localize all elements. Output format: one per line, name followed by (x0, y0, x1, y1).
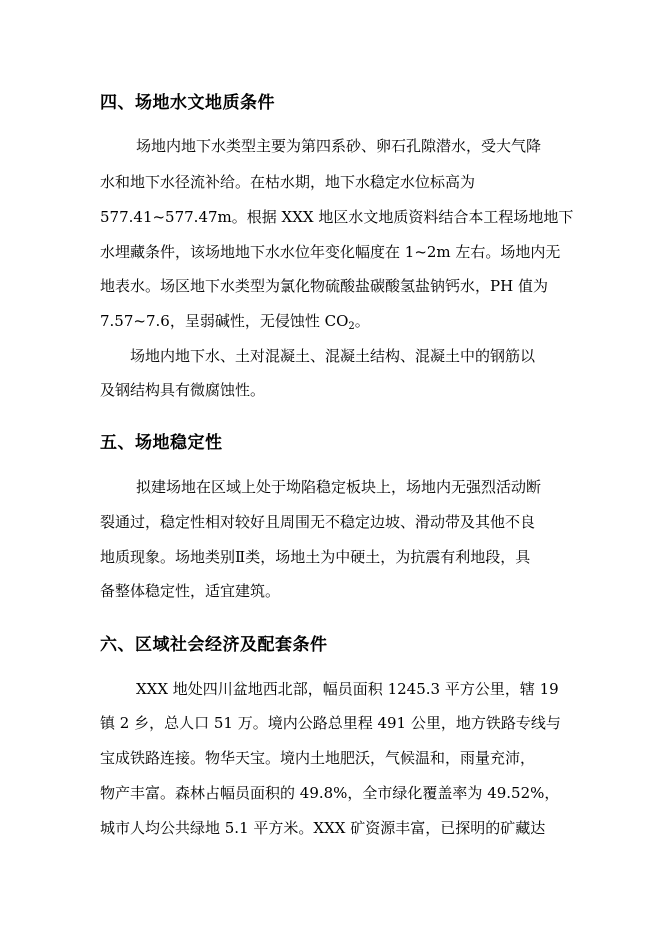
paragraph-line: 水和地下水径流补给。在枯水期，地下水稳定水位标高为 (100, 173, 476, 191)
paragraph-line: 城市人均公共绿地 5.1 平方米。XXX 矿资源丰富，已探明的矿藏达 (100, 819, 546, 837)
paragraph-line-co2 (100, 311, 370, 337)
paragraph-line: XXX 地处四川盆地西北部，幅员面积 1245.3 平方公里，辖 19 (136, 680, 559, 698)
paragraph-line: 宝成铁路连接。物华天宝。境内土地肥沃，气候温和，雨量充沛， (100, 749, 536, 767)
paragraph-line: 地表水。场区地下水类型为氯化物硫酸盐碳酸氢盐钠钙水，PH 值为 (100, 277, 548, 295)
paragraph-line: 场地内地下水类型主要为第四系砂、卵石孔隙潜水，受大气降 (136, 137, 542, 155)
paragraph-line: 地质现象。场地类别Ⅱ类，场地土为中硬土，为抗震有利地段，具 (100, 548, 531, 566)
paragraph-line: 拟建场地在区域上处于坳陷稳定板块上，场地内无强烈活动断 (136, 478, 542, 496)
co2-text: 7.57~7.6，呈弱碱性，无侵蚀性 CO (100, 312, 349, 330)
section-heading-socioeconomic: 六、区域社会经济及配套条件 (100, 635, 328, 655)
section-heading-stability: 五、场地稳定性 (100, 433, 223, 453)
paragraph-line: 镇 2 乡，总人口 51 万。境内公路总里程 491 公里，地方铁路专线与 (100, 714, 561, 732)
paragraph-line: 577.41~577.47m。根据 XXX 地区水文地质资料结合本工程场地地下 (100, 208, 574, 226)
co2-subscript: 2 (348, 321, 355, 332)
section-heading-hydrogeology: 四、场地水文地质条件 (100, 93, 275, 113)
paragraph-line: 场地内地下水、土对混凝土、混凝土结构、混凝土中的钢筋以 (130, 347, 536, 365)
paragraph-line: 水埋藏条件，该场地地下水水位年变化幅度在 1~2m 左右。场地内无 (100, 243, 561, 261)
paragraph-line: 及钢结构具有微腐蚀性。 (100, 381, 266, 399)
paragraph-line: 物产丰富。森林占幅员面积的 49.8%，全市绿化覆盖率为 49.52%， (100, 784, 560, 802)
paragraph-line: 备整体稳定性，适宜建筑。 (100, 582, 281, 600)
co2-period: 。 (354, 312, 370, 330)
paragraph-line: 裂通过，稳定性相对较好且周围无不稳定边坡、滑动带及其他不良 (100, 513, 536, 531)
